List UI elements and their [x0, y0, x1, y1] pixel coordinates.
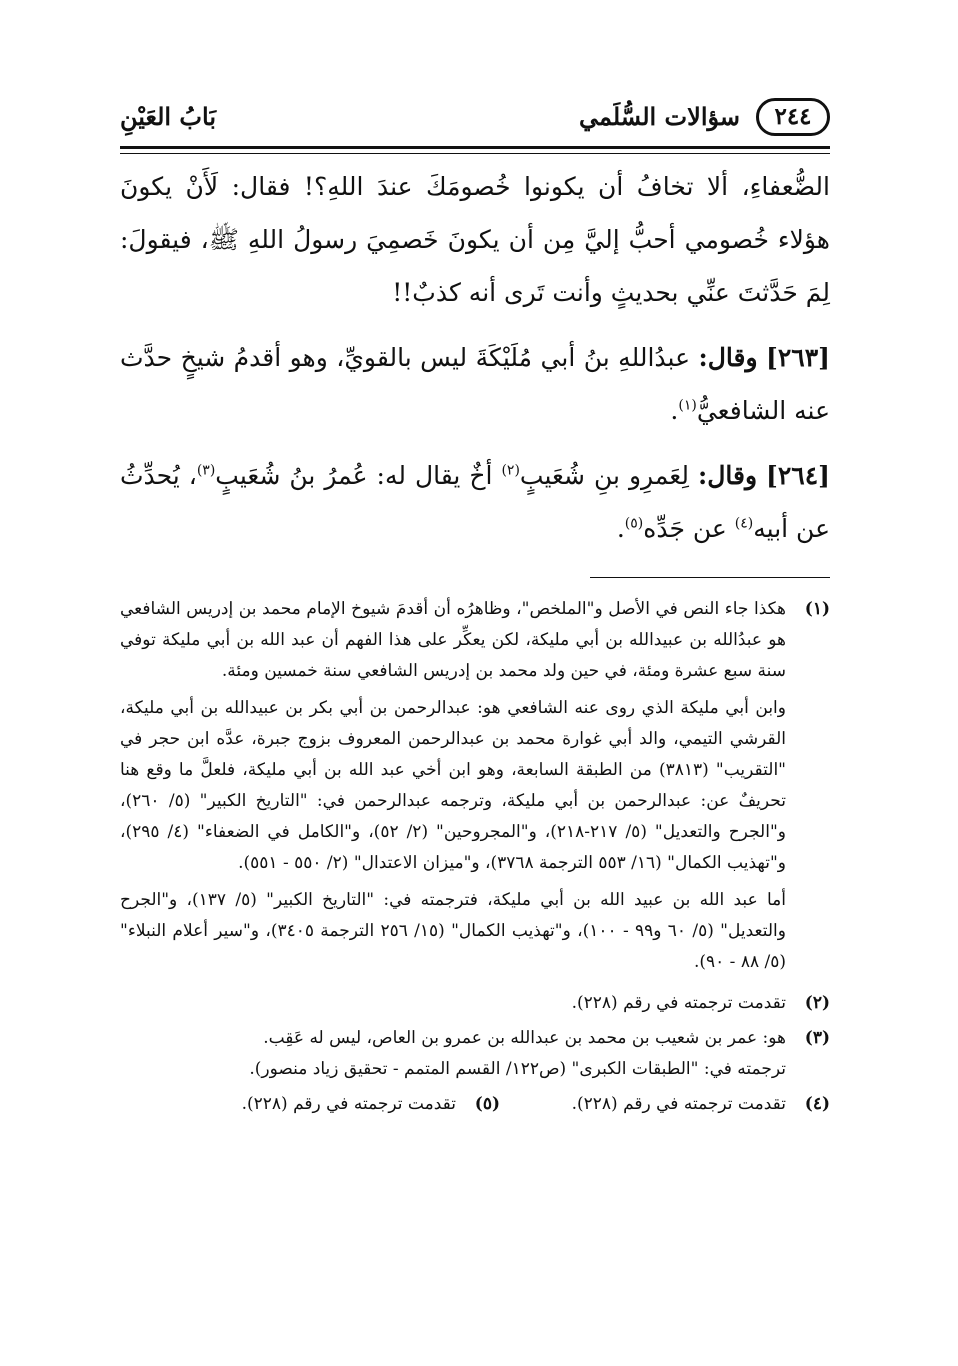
entry-264: [120, 449, 830, 555]
entry-text: ، يُحدِّثُ عن أبيه: [120, 461, 830, 543]
footnote-line: ترجمته في: "الطبقات الكبرى" (ص١٢٢/ القسم المتمم - تحقيق زياد منصور).: [249, 1059, 786, 1079]
header-rule-thick: [120, 146, 830, 149]
entry-keyword: وقال:: [698, 343, 758, 372]
footnote-paragraph: أما عبد الله بن عبيد الله بن أبي مليكة، فترجمته في: "التاريخ الكبير" (٥/ ١٣٧)، و"الجرح والتعديل" (٥/ ٦٠ و٩٩ - ١٠٠)، و"تهذيب الكمال" (١٥/ ٢٥٦ الترجمة ٣٤٠٥)، و"سير أعلام النبلاء" (٥/ ٨٨ - ٩٠).: [120, 890, 786, 972]
footnote-mark: (٣): [804, 1028, 830, 1048]
footnote-ref[interactable]: (٥): [624, 515, 644, 532]
footnote-body: [120, 594, 786, 984]
footnote-paragraph: وابن أبي مليكة الذي روى عنه الشافعي هو: عبدالرحمن بن أبي بكر بن عبيدالله بن أبي مليكة، القرشي التيمي، والد أبي غوارة محمد بن عبدالرحمن المعروف بزوج جبرة، عدَّه ابن حجر في "التقريب" (٣٨١٣) من الطبقة السابعة، وهو ابن أخي عبد الله بن أبي مليكة، فلعلَّ ما وقع هنا تحريفٌ عن: عبدالرحمن بن أبي مليكة، وترجمه عبدالرحمن في: "التاريخ الكبير" (٥/ ٢٦٠)، و"الجرح والتعديل" (٥/ ٢١٧-٢١٨)، و"المجروحين" (٢/ ٥٢)، و"الكامل في الضعفاء" (٤/ ٢٩٥)، و"تهذيب الكمال" (١٦/ ٥٥٣ الترجمة ٣٧٦٨)، و"ميزان الاعتدال" (٢/ ٥٥٠ - ٥٥١).: [120, 698, 787, 873]
footnote-1: [120, 594, 830, 984]
footnote-mark: (٢): [804, 993, 830, 1013]
entry-end: .: [616, 514, 625, 543]
entry-text: أخٌ يقال له: عُمرُ بنُ شُعَيبٍ: [215, 461, 493, 490]
page-number: ٢٤٤: [756, 98, 830, 136]
footnote-separator: [590, 577, 830, 578]
main-text: [120, 160, 830, 567]
entry-text: لِعَمرِو بنِ شُعَيبٍ: [519, 461, 689, 490]
footnote-paragraph: هكذا جاء النص في الأصل و"الملخص"، وظاهرُه أن أقدمَ شيوخ الإمام محمد بن إدريس الشافعي هو عبدُالله بن عبيدالله بن أبي مليكة، لكن يعكِّر على هذا الفهم أن عبد الله بن أبي مليكة توفي سنة سبع عشرة ومئة، في حين ولد محمد بن إدريس الشافعي سنة خمسين ومئة.: [120, 599, 786, 681]
footnote-ref[interactable]: (٣): [196, 462, 216, 479]
entry-text: عبدُاللهِ بنُ أبي مُلَيْكَةَ ليس بالقويِّ، وهو أقدمُ شيخٍ حدَّث عنه الشافعيُّ: [120, 343, 830, 425]
entry-number: [٢٦٤]: [766, 461, 831, 490]
page-header: [120, 92, 830, 142]
footnote-body: [120, 1023, 786, 1085]
footnote-body: تقدمت ترجمته في رقم (٢٢٨).: [571, 993, 786, 1013]
footnote-2: [120, 988, 830, 1019]
footnote-ref[interactable]: (٤): [734, 515, 754, 532]
footnote-mark: (١): [804, 599, 830, 619]
header-rule-thin: [120, 153, 830, 154]
footnote-5: [242, 1089, 500, 1120]
footnote-4: [500, 1089, 830, 1120]
footnote-ref[interactable]: (٢): [501, 462, 520, 479]
footnote-body: تقدمت ترجمته في رقم (٢٢٨).: [571, 1094, 786, 1114]
entry-keyword: وقال:: [697, 461, 758, 490]
entry-end: .: [670, 396, 679, 425]
footnote-body: تقدمت ترجمته في رقم (٢٢٨).: [241, 1094, 456, 1114]
entry-number: [٢٦٣]: [766, 343, 830, 372]
footnote-mark: (٤): [804, 1094, 830, 1114]
footnote-3: [120, 1023, 830, 1085]
footnotes: [120, 594, 830, 1120]
chapter-title: بَابُ العَيْنِ: [120, 102, 217, 131]
footnote-mark: (٥): [474, 1094, 500, 1114]
book-title: سؤالات السُّلَمي: [578, 102, 740, 131]
footnote-pair: [120, 1089, 830, 1120]
entry-text: عن جَدِّه: [643, 514, 727, 543]
footnote-line: هو: عمر بن شعيب بن محمد بن عبدالله بن عمرو بن العاص، ليس له عَقِب.: [263, 1028, 786, 1048]
paragraph-continued: الضُّعفاءِ، ألا تخافُ أن يكونوا خُصومَكَ عندَ اللهِ؟! فقال: لَأَنْ يكونَ هؤلاء خُصومي أحبُّ إليَّ مِن أن يكونَ خَصمِيَ رسولُ اللهِ ﷺ، فيقولَ: لِمَ حَدَّثتَ عنِّي بحديثٍ وأنت تَرى أنه كذبٌ!!: [120, 172, 830, 307]
footnote-ref[interactable]: (١): [678, 397, 697, 414]
entry-263: [120, 331, 830, 437]
